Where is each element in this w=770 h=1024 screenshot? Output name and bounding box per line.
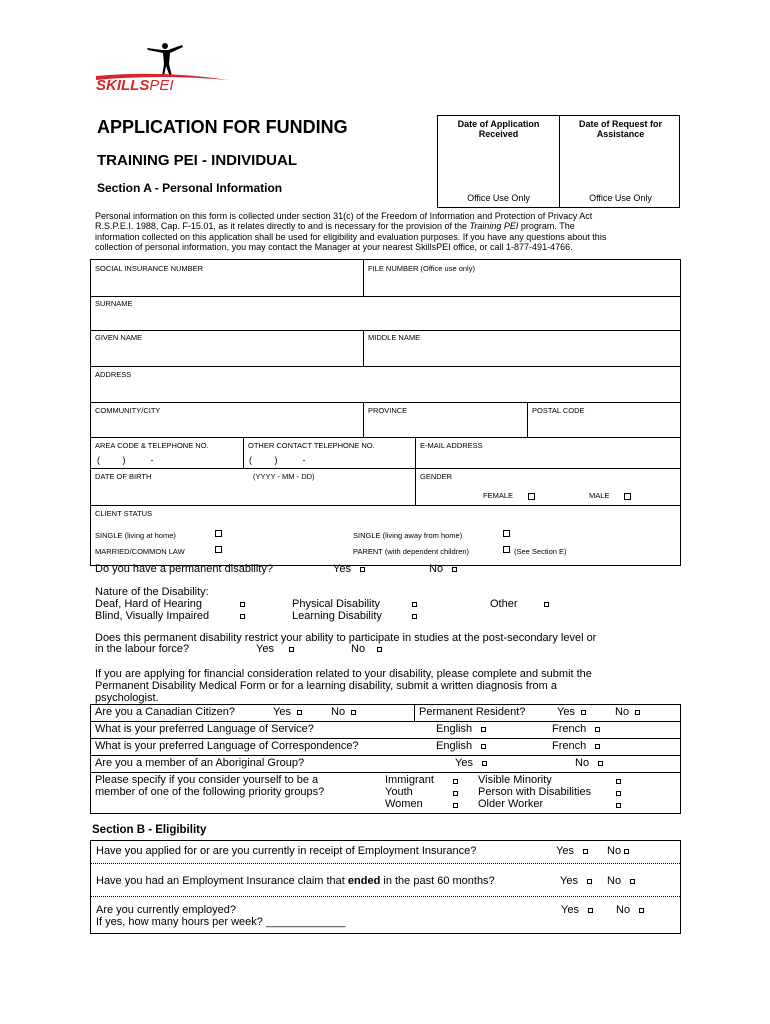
surname-field[interactable]: SURNAME: [95, 299, 133, 308]
client-status-label: CLIENT STATUS: [95, 509, 153, 518]
married-checkbox[interactable]: [215, 546, 222, 553]
aboriginal-no[interactable]: No: [575, 757, 603, 769]
privacy-line-3: information collected on this application shall be used for eligibility and evaluation purposes. If you have any questions about this: [95, 231, 607, 242]
personal-info-form: [90, 259, 681, 566]
email-field[interactable]: E-MAIL ADDRESS: [420, 441, 483, 450]
restrict-line-2: in the labour force?: [95, 643, 190, 655]
ei-claim-no[interactable]: No: [607, 875, 635, 887]
single-home-label: SINGLE (living at home): [95, 531, 176, 540]
learning-label: Learning Disability: [292, 610, 382, 622]
single-home-checkbox[interactable]: [215, 530, 222, 537]
eligibility-box: [90, 840, 681, 934]
parent-checkbox[interactable]: [503, 546, 510, 553]
person-disab-checkbox[interactable]: [616, 791, 621, 796]
phone-field[interactable]: AREA CODE & TELEPHONE NO.: [95, 441, 209, 450]
other-phone-format: ( ) -: [249, 455, 306, 465]
other-phone-field[interactable]: OTHER CONTACT TELEPHONE NO.: [248, 441, 375, 450]
lang-corr-french[interactable]: French: [552, 740, 600, 752]
deaf-label: Deaf, Hard of Hearing: [95, 598, 202, 610]
community-field[interactable]: COMMUNITY/CITY: [95, 406, 161, 415]
logo-text: SKILLSPEI: [96, 77, 174, 92]
privacy-line-1: Personal information on this form is collected under section 31(c) of the Freedom of Information and Protection of Privacy Act: [95, 211, 593, 221]
hours-blank[interactable]: _____________: [265, 916, 346, 928]
perm-disability-no[interactable]: No: [429, 563, 457, 575]
women-label: Women: [385, 798, 423, 810]
immigrant-checkbox[interactable]: [453, 779, 458, 784]
privacy-line-2: R.S.P.E.I. 1988, Cap. F-15.01, as it relates directly to and is necessary for the provision of the Training PEI program. The: [95, 221, 575, 232]
restrict-yes[interactable]: Yes: [256, 643, 294, 655]
office-use-label-2: Office Use Only: [589, 193, 652, 203]
physical-label: Physical Disability: [292, 598, 381, 610]
aboriginal-yes[interactable]: Yes: [455, 757, 487, 769]
visible-minority-label: Visible Minority: [478, 774, 552, 786]
employed-no[interactable]: No: [616, 904, 644, 916]
perm-resident-no[interactable]: No: [615, 706, 640, 718]
lang-corr-english[interactable]: English: [436, 740, 486, 752]
date-application-received-label: Date of Application Received: [457, 119, 540, 139]
gender-label: GENDER: [420, 472, 453, 481]
privacy-line-4: collection of personal information, you may contact the Manager at your nearest SkillsPEI office, or call 1-877-491-4766.: [95, 242, 573, 253]
financial-line-2: Permanent Disability Medical Form or for a learning disability, submit a written diagnosis from a: [95, 680, 557, 692]
dob-field[interactable]: DATE OF BIRTH: [95, 472, 152, 481]
older-worker-label: Older Worker: [478, 798, 544, 810]
see-section-e: (See Section E): [514, 547, 567, 556]
ei-question: Have you applied for or are you currently in receipt of Employment Insurance?: [96, 845, 477, 857]
page-title: APPLICATION FOR FUNDING: [97, 117, 348, 137]
priority-line-2: member of one of the following priority groups?: [95, 786, 325, 798]
employed-question: Are you currently employed?: [96, 904, 237, 916]
citizenship-box: [90, 704, 681, 814]
page-subtitle: TRAINING PEI - INDIVIDUAL: [97, 152, 298, 169]
postal-code-field[interactable]: POSTAL CODE: [532, 406, 585, 415]
other-disability-label: Other: [490, 598, 518, 610]
youth-checkbox[interactable]: [453, 791, 458, 796]
ei-no[interactable]: No: [607, 845, 629, 857]
female-checkbox[interactable]: [528, 493, 535, 500]
perm-resident-question: Permanent Resident?: [419, 706, 526, 718]
lang-service-question: What is your preferred Language of Service?: [95, 723, 314, 735]
ei-yes[interactable]: Yes: [556, 845, 588, 857]
married-label: MARRIED/COMMON LAW: [95, 547, 185, 556]
blind-checkbox[interactable]: [240, 614, 245, 619]
blind-label: Blind, Visually Impaired: [95, 610, 210, 622]
female-option[interactable]: FEMALE: [483, 491, 535, 500]
restrict-line-1: Does this permanent disability restrict your ability to participate in studies at the post-secondary level or: [95, 632, 597, 644]
dob-format: (YYYY - MM - DD): [253, 472, 315, 481]
phone-format: ( ) -: [97, 455, 154, 465]
canadian-no[interactable]: No: [331, 706, 356, 718]
visible-minority-checkbox[interactable]: [616, 779, 621, 784]
given-name-field[interactable]: GIVEN NAME: [95, 333, 143, 342]
nature-label: Nature of the Disability:: [95, 586, 209, 598]
priority-line-1: Please specify if you consider yourself to be a: [95, 774, 319, 786]
section-b-heading: Section B - Eligibility: [92, 824, 207, 836]
perm-disability-question: Do you have a permanent disability?: [95, 563, 273, 575]
financial-line-1: If you are applying for financial consideration related to your disability, please complete and submit the: [95, 668, 592, 680]
person-disab-label: Person with Disabilities: [478, 786, 592, 798]
perm-disability-yes[interactable]: Yes: [333, 563, 365, 575]
learning-checkbox[interactable]: [412, 614, 417, 619]
province-field[interactable]: PROVINCE: [368, 406, 408, 415]
canadian-question: Are you a Canadian Citizen?: [95, 706, 236, 718]
financial-line-3: psychologist.: [95, 692, 159, 704]
canadian-yes[interactable]: Yes: [273, 706, 302, 718]
older-worker-checkbox[interactable]: [616, 803, 621, 808]
figure-icon: [147, 43, 183, 77]
lang-service-english[interactable]: English: [436, 723, 486, 735]
women-checkbox[interactable]: [453, 803, 458, 808]
middle-name-field[interactable]: MIDDLE NAME: [368, 333, 421, 342]
youth-label: Youth: [385, 786, 413, 798]
sin-field[interactable]: SOCIAL INSURANCE NUMBER: [95, 264, 204, 273]
employed-yes[interactable]: Yes: [561, 904, 593, 916]
date-request-assistance-label: Date of Request for Assistance: [578, 119, 662, 139]
lang-corr-question: What is your preferred Language of Correspondence?: [95, 740, 359, 752]
aboriginal-question: Are you a member of an Aboriginal Group?: [95, 757, 305, 769]
male-option[interactable]: MALE: [589, 491, 631, 500]
ei-claim-question: Have you had an Employment Insurance claim that ended in the past 60 months?: [96, 875, 495, 887]
parent-label: PARENT (with dependent children): [353, 547, 470, 556]
perm-resident-yes[interactable]: Yes: [557, 706, 586, 718]
physical-checkbox[interactable]: [412, 602, 417, 607]
hours-question: If yes, how many hours per week? _____________: [96, 916, 346, 928]
address-field[interactable]: ADDRESS: [95, 370, 132, 379]
restrict-no[interactable]: No: [351, 643, 382, 655]
section-a-heading: Section A - Personal Information: [97, 181, 283, 195]
immigrant-label: Immigrant: [385, 774, 434, 786]
file-number-field: FILE NUMBER (Office use only): [368, 264, 475, 273]
skillspei-logo: [92, 40, 232, 92]
ei-claim-yes[interactable]: Yes: [560, 875, 592, 887]
single-away-label: SINGLE (living away from home): [353, 531, 463, 540]
single-away-checkbox[interactable]: [503, 530, 510, 537]
lang-service-french[interactable]: French: [552, 723, 600, 735]
other-disability-checkbox[interactable]: [544, 602, 549, 607]
office-use-label-1: Office Use Only: [467, 193, 530, 203]
office-use-box: [437, 115, 680, 208]
deaf-checkbox[interactable]: [240, 602, 245, 607]
privacy-notice: [95, 211, 685, 253]
male-checkbox[interactable]: [624, 493, 631, 500]
